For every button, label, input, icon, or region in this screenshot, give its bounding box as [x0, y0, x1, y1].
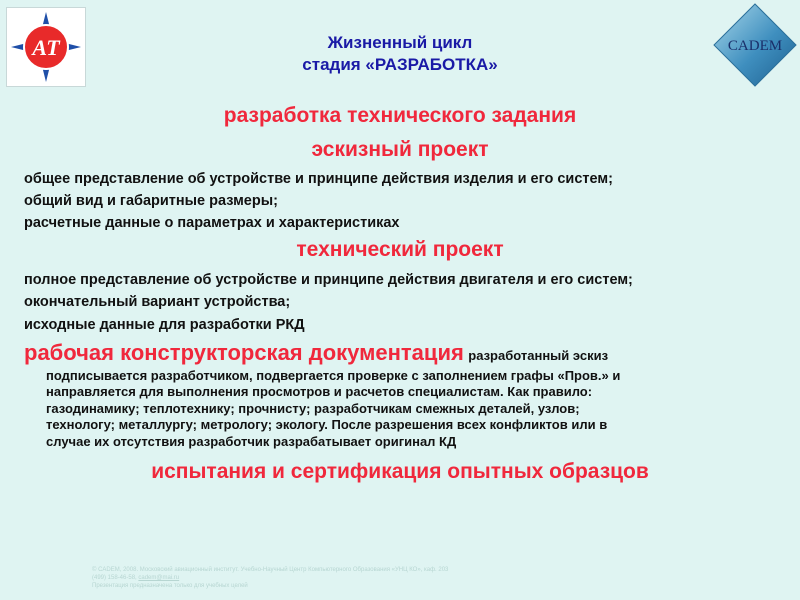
institute-logo: [6, 7, 86, 87]
rkd-line-5: случае их отсутствия разработчик разрабатывает оригинал КД: [46, 433, 457, 449]
rkd-line-4: технологу; металлургу; метрологу; экологу. После разрешения всех конфликтов или в: [46, 417, 608, 433]
rkd-description: [46, 368, 784, 450]
rkd-line-2: направляется для выполнения просмотров и расчетов специалистам. Как правило:: [46, 384, 593, 400]
rkd-inline-text: разработанный эскиз: [468, 348, 609, 363]
tech-line-2: окончательный вариант устройства;: [24, 294, 291, 310]
footer-copyright: © CADEM, 2008. Московский авиационный институт. Учебно-Научный Центр Компьютерного Образования «УНЦ КО», каф. 203: [92, 567, 449, 573]
rkd-line-1: подписывается разработчиком, подвергается проверке с заполнением графы «Пров.» и: [46, 368, 621, 383]
cadem-logo: [712, 2, 798, 88]
rkd-line-3: газодинамику; теплотехнику; прочнисту; разработчикам смежных деталей, узлов;: [46, 400, 580, 416]
rkd-section: [24, 340, 784, 450]
cadem-diamond-icon: [712, 2, 798, 88]
tz-heading: разработка технического задания: [223, 104, 577, 127]
institute-logo-icon: [7, 8, 85, 86]
eskiz-line-3: расчетные данные о параметрах и характеристиках: [24, 215, 400, 231]
institute-logo-text: АТ: [32, 35, 60, 60]
title-line-1: Жизненный цикл: [327, 33, 473, 52]
footer-email-link[interactable]: cadem@mai.ru: [138, 575, 180, 581]
eskiz-line-1: общее представление об устройстве и принципе действия изделия и его систем;: [24, 171, 613, 187]
tech-heading: технический проект: [296, 238, 504, 261]
eskiz-line-2: общий вид и габаритные размеры;: [24, 193, 278, 209]
footer-note: Презентация предназначена только для учебных целей: [92, 583, 248, 589]
footer-phone: (499) 158-46-58,: [92, 575, 137, 581]
tech-line-3: исходные данные для разработки РКД: [24, 317, 305, 333]
eskiz-heading: эскизный проект: [311, 138, 489, 161]
footer-contacts: [92, 574, 448, 582]
tests-heading: испытания и сертификация опытных образцов: [151, 460, 649, 483]
slide-title: [200, 32, 600, 76]
title-line-2: стадия «РАЗРАБОТКА»: [302, 55, 498, 74]
footer: [92, 566, 448, 590]
cadem-logo-text: CADEM: [727, 38, 783, 54]
tech-line-1: полное представление об устройстве и принципе действия двигателя и его систем;: [24, 272, 633, 288]
rkd-heading: рабочая конструкторская документация: [24, 340, 464, 365]
